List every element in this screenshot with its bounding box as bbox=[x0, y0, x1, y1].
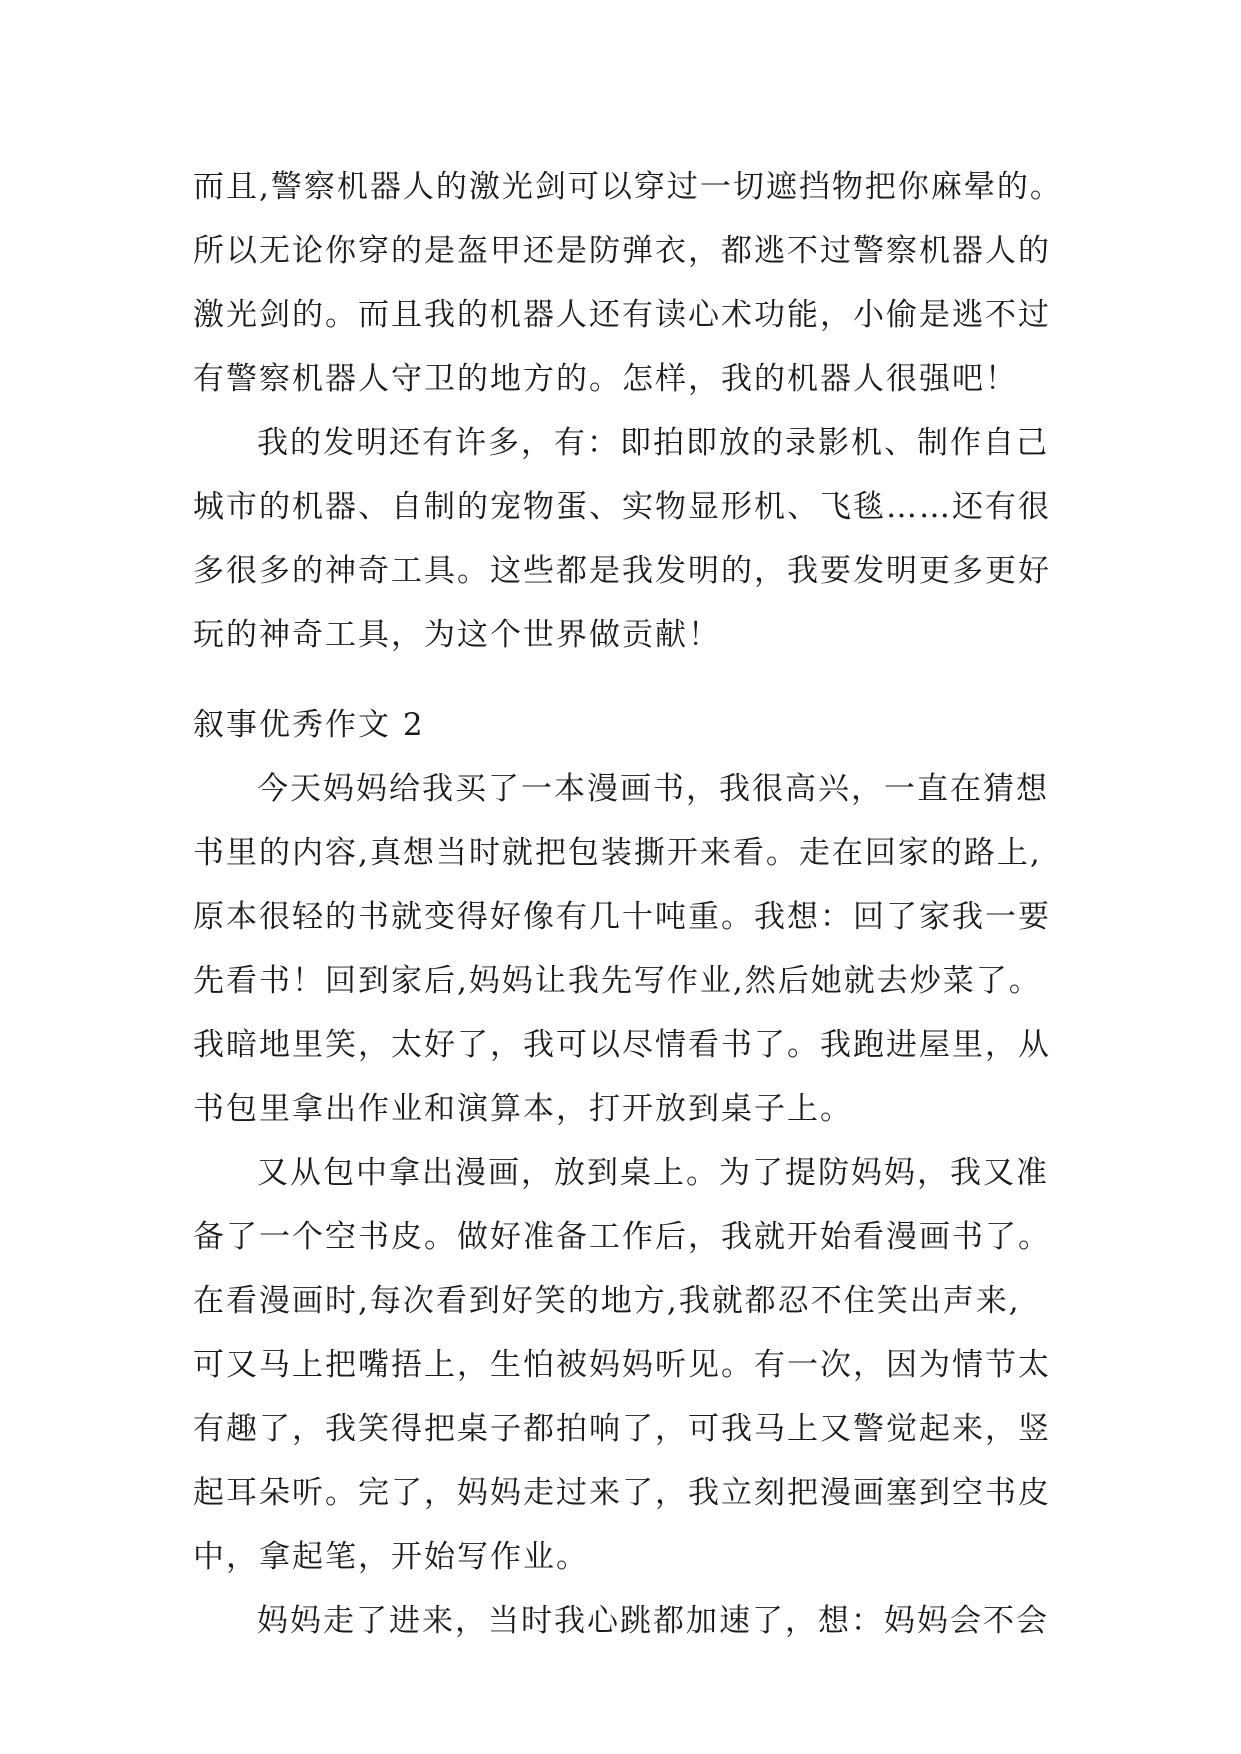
paragraph-line: 多很多的神奇工具。这些都是我发明的，我要发明更多更好 bbox=[193, 553, 1051, 589]
paragraph-line: 备了一个空书皮。做好准备工作后，我就开始看漫画书了。 bbox=[193, 1219, 1051, 1255]
paragraph-line: 我的发明还有许多，有：即拍即放的录影机、制作自己 bbox=[257, 425, 1049, 461]
paragraph-line: 书包里拿出作业和演算本，打开放到桌子上。 bbox=[193, 1091, 853, 1127]
paragraph-line: 中，拿起笔，开始写作业。 bbox=[193, 1539, 589, 1575]
section-title: 叙事优秀作文 2 bbox=[193, 707, 425, 743]
paragraph-line: 有趣了，我笑得把桌子都拍响了，可我马上又警觉起来，竖 bbox=[193, 1411, 1051, 1447]
paragraph-line: 激光剑的。而且我的机器人还有读心术功能，小偷是逃不过 bbox=[193, 297, 1051, 333]
paragraph-line: 可又马上把嘴捂上，生怕被妈妈听见。有一次，因为情节太 bbox=[193, 1347, 1051, 1383]
paragraph-line: 妈妈走了进来，当时我心跳都加速了，想：妈妈会不会 bbox=[257, 1603, 1049, 1639]
paragraph-line: 起耳朵听。完了，妈妈走过来了，我立刻把漫画塞到空书皮 bbox=[193, 1475, 1051, 1511]
paragraph-line: 所以无论你穿的是盔甲还是防弹衣，都逃不过警察机器人的 bbox=[193, 233, 1051, 269]
paragraph-line: 有警察机器人守卫的地方的。怎样，我的机器人很强吧！ bbox=[193, 361, 1018, 397]
paragraph-line: 又从包中拿出漫画，放到桌上。为了提防妈妈，我又准 bbox=[257, 1155, 1049, 1191]
paragraph-line: 原本很轻的书就变得好像有几十吨重。我想：回了家我一要 bbox=[193, 899, 1051, 935]
paragraph-line: 玩的神奇工具，为这个世界做贡献！ bbox=[193, 617, 721, 653]
paragraph-line: 城市的机器、自制的宠物蛋、实物显形机、飞毯……还有很 bbox=[193, 489, 1051, 525]
paragraph-line: 书里的内容,真想当时就把包装撕开来看。走在回家的路上, bbox=[193, 835, 1042, 871]
paragraph-line: 我暗地里笑，太好了，我可以尽情看书了。我跑进屋里，从 bbox=[193, 1027, 1051, 1063]
paragraph-line: 今天妈妈给我买了一本漫画书，我很高兴，一直在猜想 bbox=[257, 771, 1049, 807]
paragraph-line: 在看漫画时,每次看到好笑的地方,我就都忍不住笑出声来, bbox=[193, 1283, 1021, 1319]
paragraph-line: 而且,警察机器人的激光剑可以穿过一切遮挡物把你麻晕的。 bbox=[193, 169, 1063, 205]
paragraph-line: 先看书！回到家后,妈妈让我先写作业,然后她就去炒菜了。 bbox=[193, 963, 1042, 999]
